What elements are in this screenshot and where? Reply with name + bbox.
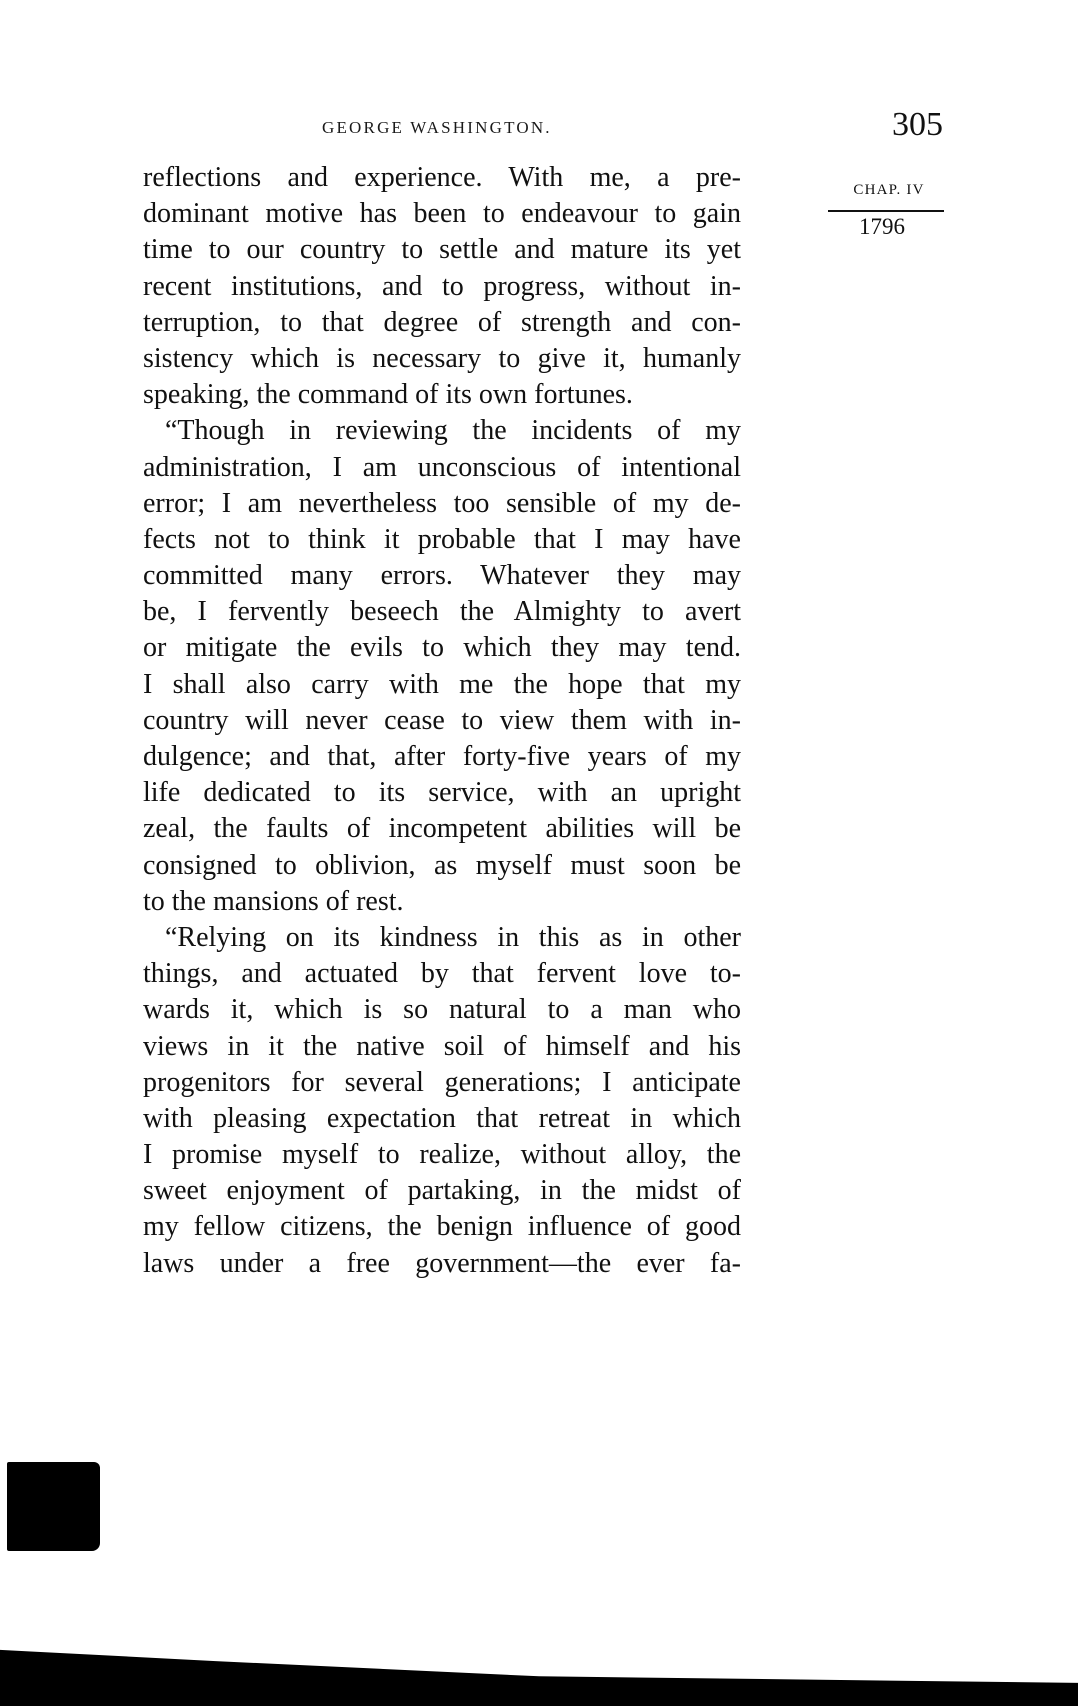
text-line: views in it the native soil of himself and his: [143, 1030, 741, 1062]
text-line: laws under a free government—the ever fa-: [143, 1247, 741, 1279]
margin-chapter: CHAP. IV: [853, 182, 925, 198]
text-line: “Relying on its kindness in this as in other: [165, 921, 741, 953]
text-line: country will never cease to view them with in-: [143, 704, 741, 736]
text-line: to the mansions of rest.: [143, 885, 404, 917]
text-line: zeal, the faults of incompetent abilities will be: [143, 813, 741, 845]
text-line: recent institutions, and to progress, without in-: [143, 270, 741, 302]
text-line: I promise myself to realize, without alloy, the: [143, 1139, 741, 1171]
margin-rule: [828, 210, 944, 212]
text-line: consigned to oblivion, as myself must soon be: [143, 849, 741, 881]
text-line: my fellow citizens, the benign influence of good: [143, 1211, 741, 1243]
running-head: GEORGE WASHINGTON.: [322, 118, 552, 137]
text-line: time to our country to settle and mature its yet: [143, 234, 741, 266]
text-line: reflections and experience. With me, a pre-: [143, 162, 741, 193]
text-line: progenitors for several generations; I anticipate: [143, 1066, 741, 1098]
text-line: things, and actuated by that fervent love to-: [143, 958, 741, 990]
text-line: be, I fervently beseech the Almighty to avert: [143, 596, 741, 628]
text-line: wards it, which is so natural to a man who: [143, 994, 741, 1026]
text-line: “Though in reviewing the incidents of my: [165, 415, 741, 447]
text-line: sistency which is necessary to give it, humanly: [143, 342, 741, 374]
scan-bottom-edge: [0, 1640, 1078, 1706]
text-line: dominant motive has been to endeavour to gain: [143, 198, 741, 230]
margin-note: [828, 182, 946, 240]
text-line: administration, I am unconscious of intentional: [143, 451, 741, 483]
text-line: committed many errors. Whatever they may: [143, 560, 741, 592]
text-line: with pleasing expectation that retreat in which: [143, 1102, 741, 1134]
text-line: terruption, to that degree of strength and con-: [143, 306, 741, 338]
body-text: [143, 160, 741, 1282]
text-line: error; I am nevertheless too sensible of my de-: [143, 487, 741, 519]
text-line: fects not to think it probable that I may have: [143, 523, 741, 555]
text-line: I shall also carry with me the hope that my: [143, 668, 741, 700]
text-line: dulgence; and that, after forty-five years of my: [143, 741, 741, 772]
text-line: sweet enjoyment of partaking, in the midst of: [143, 1175, 741, 1207]
scan-artifact-blot: [7, 1462, 100, 1551]
text-line: speaking, the command of its own fortunes.: [143, 379, 633, 411]
page-number: 305: [892, 106, 943, 143]
text-line: life dedicated to its service, with an upright: [143, 777, 741, 809]
margin-year: 1796: [859, 214, 905, 239]
text-line: or mitigate the evils to which they may tend.: [143, 632, 741, 664]
